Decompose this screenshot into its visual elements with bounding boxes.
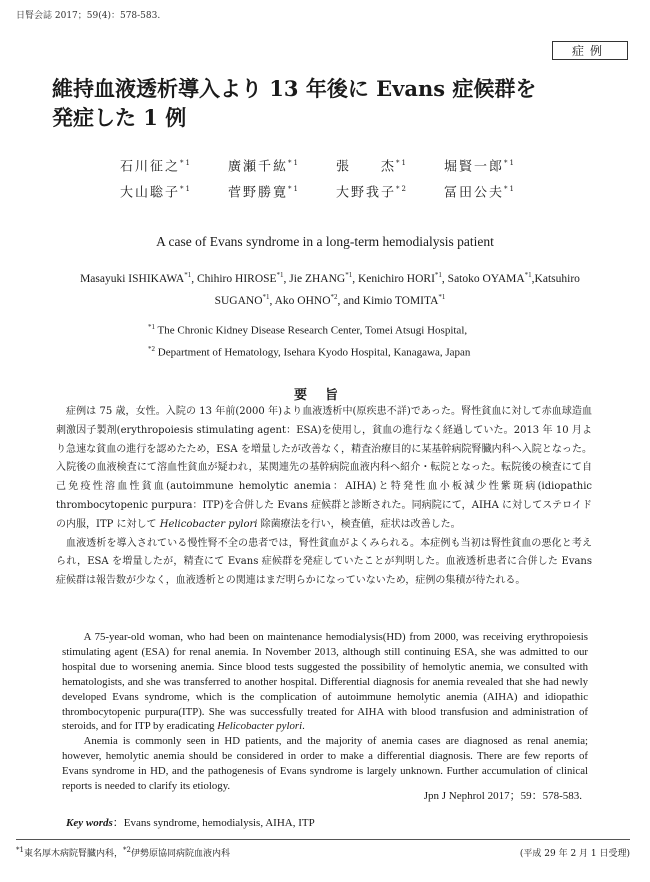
keywords-text: ：Evans syndrome, hemodialysis, AIHA, ITP xyxy=(112,817,315,829)
author-name-en: Satoko OYAMA xyxy=(447,272,525,285)
title-line-1: 維持血液透析導入より 13 年後に Evans 症候群を xyxy=(52,76,537,101)
author-name-en: Kimio TOMITA xyxy=(362,294,439,307)
author-name-ja: 廣瀬千紘$^{*1}$ xyxy=(228,159,300,175)
author-name-en: Chihiro HIROSE xyxy=(197,272,277,285)
affiliation-marker: *2 xyxy=(330,292,338,301)
author-name-ja: 石川征之$^{*1}$ xyxy=(120,159,192,175)
author-name-en: Katsuhiro SUGANO xyxy=(214,272,580,307)
article-title-en: A case of Evans syndrome in a long-term hemodialysis patient xyxy=(156,234,494,249)
summary-heading: 要旨 xyxy=(293,388,356,403)
affiliation-marker: *2 xyxy=(396,185,408,194)
affiliation-marker: *1 xyxy=(396,159,408,167)
affiliation-line: $^{*1}$ The Chronic Kidney Disease Research Center, Tomei Atsugi Hospital, xyxy=(148,323,468,337)
footer-divider xyxy=(16,839,630,840)
abstract-paragraph: Anemia is commonly seen in HD patients, and the majority of anemia cases are diagnosed as renal anemia; however, hemolytic anemia should be considered in order to make a differential diagnosis. There are few reports of Evans syndrome in HD, and the pathogenesis of Evans syndrome is largely unknown. Further accumulation of clinical reports is needed to clarify its etiology. xyxy=(62,735,588,793)
received-date: (平成 29 年 2 月 1 日受理) xyxy=(519,849,630,859)
keywords-label: Key words xyxy=(66,817,113,829)
footer-affiliation: 伊勢原協同病院血液内科 xyxy=(130,849,230,859)
affiliation-marker: *1 xyxy=(148,323,155,331)
title-line-2: 発症した 1 例 xyxy=(52,105,187,130)
article-title-ja xyxy=(52,74,612,132)
abstract-paragraph: A 75-year-old woman, who had been on maintenance hemodialysis(HD) from 2000, was receiving erythropoiesis stimulating agent (ESA) for renal anemia. In November 2013, although still continuing ESA, she was admitted to our hospital due to worsening anemia. Since blood tests suggested the possibility of hemolytic anemia, we consulted with hematologists, and she was transferred to another hospital. Differential diagnosis for anemia revealed that she had newly developed Evans syndrome, which is the complication of autoimmune hemolytic anemia (AIHA) and idiopathic thrombocytopenic purpura(ITP). She was successfully treated for AIHA with blood transfusion and administration of steroids, and for ITP by eradicating Helicobacter pylori. xyxy=(62,631,588,733)
affiliation-marker: *1 xyxy=(438,292,446,301)
article-category-badge: 症例 xyxy=(552,41,628,60)
abstract-en xyxy=(62,630,588,794)
journal-reference: Jpn J Nephrol 2017；59：578-583. xyxy=(423,790,582,802)
author-name-en: Jie ZHANG xyxy=(289,272,346,285)
author-row-ja xyxy=(120,178,552,204)
affiliation-marker: *2 xyxy=(122,846,131,854)
affiliation-marker: *1 xyxy=(434,271,442,279)
affiliation-marker: *1 xyxy=(524,271,532,279)
footer-affiliation: 東名厚木病院腎臓内科， xyxy=(23,849,123,859)
keywords xyxy=(66,814,315,830)
author-name-en: Masayuki ISHIKAWA xyxy=(80,272,185,285)
affiliation-marker: *1 xyxy=(288,159,300,167)
affiliation-marker: *1 xyxy=(16,846,24,854)
author-name-ja: 冨田公夫$^{*1}$ xyxy=(444,185,516,201)
summary-ja xyxy=(56,403,592,591)
affiliation-marker: *2 xyxy=(148,344,155,353)
author-name-en: Ako OHNO xyxy=(274,294,331,307)
author-list-en: Masayuki ISHIKAWA$^{*1}$, Chihiro HIROSE$^{*1}$, Jie ZHANG$^{*1}$, Kenichiro HORI$^{*1}$, Satoko OYAMA$^{*1}$,Katsuhiro SUGANO$^{*1}$, Ako OHNO$^{*2}$, and Kimio TOMITA$^{*1}$ xyxy=(80,271,580,307)
affiliations-en xyxy=(148,318,568,361)
affiliation-marker: *1 xyxy=(184,271,192,279)
affiliation-marker: *1 xyxy=(180,185,192,194)
author-name-ja: 大野我子$^{*2}$ xyxy=(336,185,408,201)
journal-citation: 日腎会誌 2017；59(4)：578-583. xyxy=(16,11,161,21)
author-name-ja: 張 杰$^{*1}$ xyxy=(336,159,408,175)
species-name: Helicobacter pylori xyxy=(217,720,303,733)
author-name-ja: 菅野勝寛$^{*1}$ xyxy=(228,185,300,201)
affiliation-line: $^{*2}$ Department of Hematology, Isehara Kyodo Hospital, Kanagawa, Japan xyxy=(148,344,471,359)
author-name-ja: 大山聡子$^{*1}$ xyxy=(120,185,192,201)
author-name-ja: 堀賢一郎$^{*1}$ xyxy=(444,159,516,175)
affiliation-marker: *1 xyxy=(276,271,284,279)
summary-paragraph: 症例は 75 歳，女性。入院の 13 年前(2000 年)より血液透析中(原疾患不詳)であった。腎性貧血に対して赤血球造血刺激因子製剤(erythropoiesis stimulating agent：ESA)を使用し，貧血の進行なく経過していた。2013 年 10 月より急速な貧血の進行を認めたため，ESA を増量したが改善なく，精査治療目的に某基幹病院腎臓内科へ入院となった。入院後の血液検査にて溶血性貧血が疑われ，某関連先の基幹病院血液内科へ紹介・転院となった。転院後の検査にて自己免疫性溶血性貧血(autoimmune hemolytic anemia：AIHA)と特発性血小板減少性紫斑病(idiopathic thrombocytopenic purpura：ITP)を合併した Evans 症候群と診断された。同病院にて，AIHA に対してステロイドの内服，ITP に対して Helicobacter pylori 除菌療法を行い，検査値，症状は改善した。 xyxy=(56,406,592,530)
affiliation-marker: *1 xyxy=(180,159,192,167)
affiliation-marker: *1 xyxy=(345,271,353,279)
affiliation-marker: *1 xyxy=(504,159,516,167)
author-name-en: Kenichiro HORI xyxy=(357,272,435,285)
author-list-ja xyxy=(120,152,552,205)
affiliation-marker: *1 xyxy=(288,185,300,194)
author-row-ja xyxy=(120,152,552,178)
affiliation-marker: *1 xyxy=(262,292,270,301)
affiliation-marker: *1 xyxy=(504,185,516,194)
summary-paragraph: 血液透析を導入されている慢性腎不全の患者では，腎性貧血がよくみられる。本症例も当初は腎性貧血の悪化と考えられ，ESA を増量したが，精査にて Evans 症候群を発症していたことが判明した。血液透析患者に合併した Evans 症候群は報告数が少なく，血液透析との関連はまだ明らかになっていないため，症例の集積が待たれる。 xyxy=(56,537,592,587)
species-name: Helicobacter pylori xyxy=(159,518,258,530)
